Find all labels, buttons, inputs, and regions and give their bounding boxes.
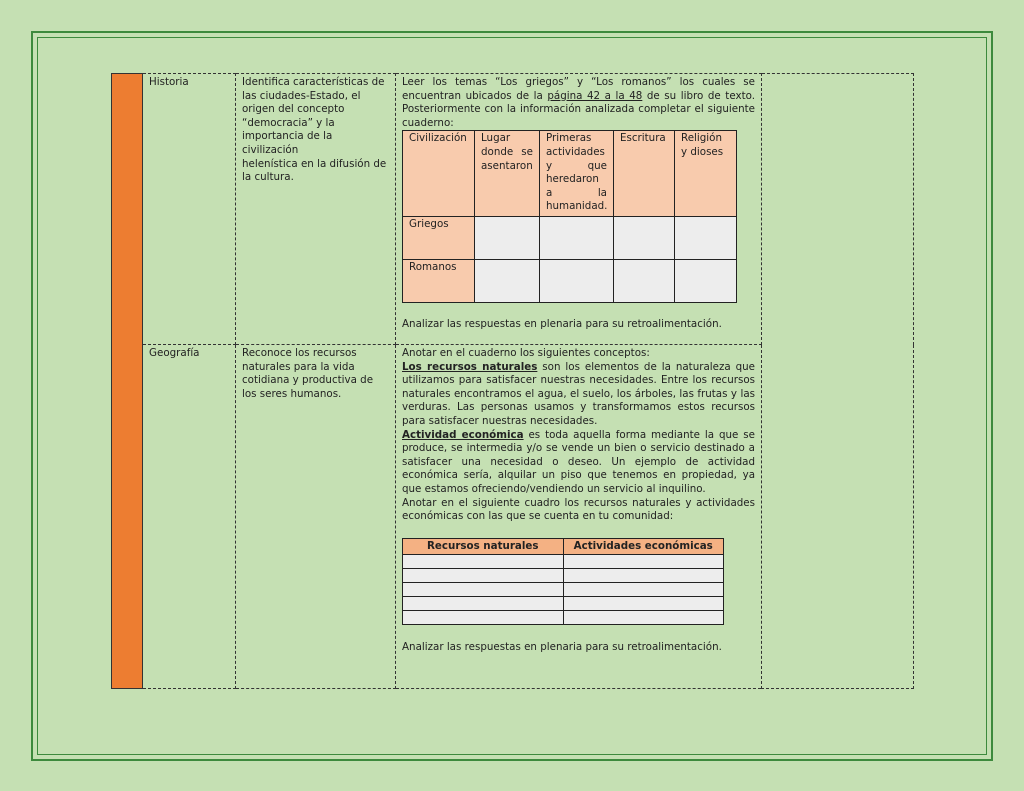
- table-row: [403, 260, 737, 303]
- learning-line: naturales para la vida: [242, 360, 355, 373]
- resources-table: [402, 538, 724, 625]
- empty-cell[interactable]: [563, 554, 724, 568]
- empty-cell[interactable]: [563, 582, 724, 596]
- empty-cell[interactable]: [540, 260, 614, 303]
- empty-cell[interactable]: [675, 217, 737, 260]
- instruction-text: Anotar en el siguiente cuadro los recursos naturales y actividades económicas con las que se cuenta en tu comunidad:: [402, 496, 755, 523]
- learning-line: las ciudades-Estado, el: [242, 89, 361, 102]
- learning-cell: [236, 345, 396, 689]
- empty-cell[interactable]: [675, 260, 737, 303]
- resources-header: Recursos naturales: [403, 538, 564, 554]
- civilization-table: [402, 130, 737, 303]
- table-row: [403, 217, 737, 260]
- civ-row-label: Romanos: [403, 260, 475, 303]
- concept-actividad: [402, 429, 755, 497]
- learning-line: los seres humanos.: [242, 387, 342, 400]
- concept-text: es toda aquella forma mediante la que se produce, se intermedia y/o se vende un bien o servicio destinado a satisfacer una necesidad o deseo. Un ejemplo de actividad económica sería, alquilar un piso que tenemos en propiedad, ya que estamos ofreciendo/vendiendo un servicio al inquilino.: [402, 428, 755, 495]
- subject-cell: Historia: [143, 74, 236, 345]
- concept-term: Los recursos naturales: [402, 360, 538, 373]
- notes-cell: [762, 74, 914, 689]
- civ-header: Escritura: [614, 131, 675, 217]
- civ-header: Lugar donde se asentaron: [475, 131, 540, 217]
- table-row: [403, 554, 724, 568]
- table-row: [403, 582, 724, 596]
- learning-line: “democracia” y la: [242, 116, 335, 129]
- page-reference: página 42 a la 48: [547, 89, 643, 102]
- civ-row-label: Griegos: [403, 217, 475, 260]
- table-row: [403, 596, 724, 610]
- empty-cell[interactable]: [563, 610, 724, 624]
- learning-line: la cultura.: [242, 171, 294, 184]
- concept-term: Actividad económica: [402, 428, 524, 441]
- empty-cell[interactable]: [475, 260, 540, 303]
- empty-cell[interactable]: [475, 217, 540, 260]
- activity-cell: [396, 345, 762, 689]
- orange-sidebar: [112, 74, 143, 689]
- civ-header: Religión y dioses: [675, 131, 737, 217]
- intro-text-end: de su libro de texto. Posteriormente con la información analizada completar el siguiente cuaderno:: [402, 89, 755, 129]
- closing-text: Analizar las respuestas en plenaria para su retroalimentación.: [402, 318, 722, 331]
- table-row: [403, 568, 724, 582]
- activity-intro: [402, 76, 755, 130]
- row-historia: [112, 74, 914, 345]
- empty-cell[interactable]: [403, 582, 564, 596]
- empty-cell[interactable]: [614, 260, 675, 303]
- civ-header: Primeras actividades y que heredaron a la humanidad.: [540, 131, 614, 217]
- closing-text: Analizar las respuestas en plenaria para su retroalimentación.: [402, 640, 722, 653]
- learning-line: Reconoce los recursos: [242, 347, 357, 359]
- empty-cell[interactable]: [563, 568, 724, 582]
- civ-header: Civilización: [403, 131, 475, 217]
- empty-cell[interactable]: [540, 217, 614, 260]
- learning-line: importancia de la: [242, 130, 333, 143]
- subject-cell: Geografía: [143, 345, 236, 689]
- activity-cell: [396, 74, 762, 345]
- learning-line: origen del concepto: [242, 103, 345, 116]
- empty-cell[interactable]: [403, 610, 564, 624]
- empty-cell[interactable]: [403, 554, 564, 568]
- learning-line: civilización: [242, 143, 299, 156]
- learning-line: Identifica características de: [242, 76, 385, 88]
- concept-text: son los elementos de la naturaleza que utilizamos para satisfacer nuestras necesidades. Entre los recursos naturales encontramos el agua, el suelo, los árboles, las frutas y las verduras. Las personas usamos y transformamos estos recursos para satisfacer nuestras necesidades.: [402, 360, 755, 427]
- empty-cell[interactable]: [403, 596, 564, 610]
- activity-intro: Anotar en el cuaderno los siguientes conceptos:: [402, 347, 650, 359]
- learning-cell: [236, 74, 396, 345]
- intro-text: Leer los temas “Los griegos” y “Los romanos” los cuales se encuentran ubicados de la: [402, 76, 755, 102]
- lesson-plan-table: [111, 73, 914, 689]
- empty-cell[interactable]: [563, 596, 724, 610]
- learning-line: cotidiana y productiva de: [242, 374, 374, 387]
- empty-cell[interactable]: [403, 568, 564, 582]
- empty-cell[interactable]: [614, 217, 675, 260]
- concept-recursos: [402, 361, 755, 429]
- table-row: [403, 610, 724, 624]
- activities-header: Actividades económicas: [563, 538, 724, 554]
- learning-line: helenística en la difusión de: [242, 157, 387, 170]
